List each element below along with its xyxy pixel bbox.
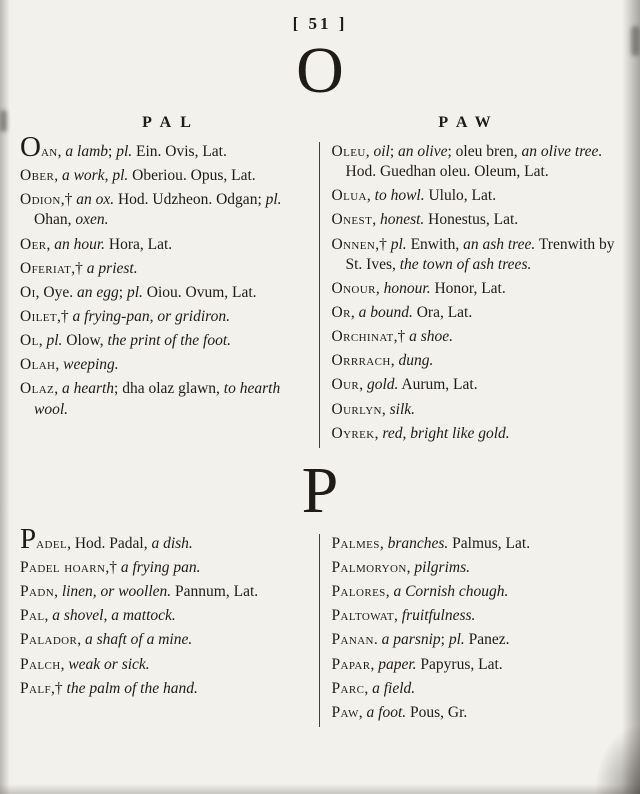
entry-text: a frying-pan, or gridiron. <box>72 307 230 325</box>
headword: Oyrek <box>331 424 375 442</box>
entry-text: pl. <box>126 283 143 301</box>
headword: Palf <box>20 679 52 697</box>
entry-text: , Hod. Padal, <box>67 534 152 552</box>
headword: Palmoryon <box>331 558 407 576</box>
dictionary-entry <box>332 375 621 395</box>
dictionary-entry <box>20 582 309 602</box>
headword: Olaz <box>20 380 55 398</box>
entry-text: an egg <box>77 283 119 301</box>
entry-text: , <box>104 167 113 185</box>
entry-text: an olive <box>398 143 448 160</box>
entry-text: a field. <box>372 679 416 697</box>
headword: Or <box>331 303 351 321</box>
dictionary-entry <box>332 630 621 650</box>
dictionary-entry <box>332 703 621 723</box>
headword: Oleu <box>331 143 366 160</box>
scan-edge-bottom <box>0 784 640 794</box>
entry-text: ,† <box>57 307 73 325</box>
entry-text: an ox. <box>76 191 115 209</box>
entry-text: Honestus, Lat. <box>424 211 519 229</box>
dictionary-entry <box>332 142 621 182</box>
entry-text: fruitfulness. <box>401 607 476 625</box>
dictionary-entry <box>332 351 621 371</box>
entry-text: ; <box>108 143 117 160</box>
entry-text: , <box>44 607 53 625</box>
entry-text: red, bright like gold. <box>382 424 510 442</box>
dictionary-entry <box>332 327 621 347</box>
drop-initial: P <box>20 522 37 555</box>
entry-text: ; oleu bren, <box>447 143 522 160</box>
entry-text: Ohan, <box>34 211 76 229</box>
entry-text: Panez. <box>464 631 510 649</box>
section-letter-o: O <box>296 34 344 107</box>
entry-text: an hour. <box>54 235 106 253</box>
entry-text: , <box>364 679 373 697</box>
dictionary-entry <box>332 582 621 602</box>
entry-text: ,† <box>51 679 67 697</box>
entry-text: Oberiou. Opus, Lat. <box>128 167 256 185</box>
entry-text: weeping. <box>63 356 119 374</box>
entry-text: Trenwith by St. Ives, <box>345 235 615 273</box>
dictionary-entry <box>332 235 621 275</box>
entry-text: , <box>381 400 390 418</box>
dictionary-entry <box>20 331 309 351</box>
entries-columns-o <box>0 131 640 448</box>
headword: Ober <box>20 167 55 185</box>
dictionary-entry <box>20 283 309 303</box>
dictionary-entry <box>332 210 621 230</box>
entry-text: Oiou. Ovum, Lat. <box>142 283 257 301</box>
dictionary-entry <box>20 235 309 255</box>
dictionary-entry <box>20 655 309 675</box>
headword: Palores <box>331 583 386 601</box>
dictionary-entry <box>20 558 309 578</box>
entry-text: silk. <box>389 400 416 418</box>
entry-text: a shovel, a mattock. <box>52 607 176 625</box>
drop-initial: O <box>20 131 41 163</box>
dictionary-entry <box>20 522 309 555</box>
entry-text: a priest. <box>86 259 138 277</box>
entry-text: , <box>375 279 384 297</box>
headword: Olah <box>20 356 56 374</box>
headword: Onest <box>331 211 373 229</box>
headword: Oi <box>20 283 36 301</box>
entry-text: a work <box>61 167 105 185</box>
section-letter-p: P <box>301 453 339 527</box>
headword: Palador <box>20 631 78 649</box>
dictionary-entry <box>20 190 309 230</box>
entry-text: to howl. <box>374 187 425 205</box>
entry-text: a foot. <box>366 703 407 721</box>
guide-word-right: PAW <box>438 114 500 131</box>
section-p <box>0 453 640 727</box>
entry-text: a bound. <box>358 303 413 321</box>
entry-text: , <box>366 187 375 205</box>
entry-text: , <box>38 332 47 350</box>
entry-text: paper. <box>378 655 417 673</box>
dictionary-entry <box>332 606 621 626</box>
dictionary-entry <box>332 186 621 206</box>
headword: Palmes <box>331 534 380 552</box>
entry-text: Ora, Lat. <box>412 303 473 321</box>
dictionary-entry <box>332 400 621 420</box>
entry-text: , <box>390 352 399 370</box>
entry-text: a hearth <box>61 380 115 398</box>
dictionary-entry <box>20 131 309 163</box>
headword: Oer <box>20 235 47 253</box>
entry-text: , <box>365 143 374 160</box>
dictionary-entry <box>332 303 621 323</box>
entry-text: , <box>55 356 64 374</box>
column-right <box>320 142 621 448</box>
headword: Paltowat <box>331 607 395 625</box>
dictionary-entry <box>332 279 621 299</box>
entry-text: gold. <box>366 376 399 394</box>
entry-text: linen, or woollen. <box>61 583 172 601</box>
scan-corner-bottom-right <box>594 724 640 794</box>
guide-word-left: PAL <box>142 114 200 131</box>
dictionary-entry <box>332 424 621 444</box>
dictionary-entry <box>332 558 621 578</box>
entry-text: Hod. Udzheon. Odgan; <box>114 191 266 209</box>
column-left <box>20 131 319 448</box>
dictionary-entry <box>20 166 309 186</box>
entry-text: , <box>60 655 69 673</box>
headword: Palch <box>20 655 61 673</box>
dictionary-entry <box>20 259 309 279</box>
page-number: [ 51 ] <box>292 14 348 33</box>
entry-text: , Oye. <box>35 283 77 301</box>
entry-text: the palm of the hand. <box>66 679 198 697</box>
dictionary-entry <box>20 679 309 699</box>
entry-text: pl. <box>265 191 282 209</box>
entry-text: ; <box>389 143 398 160</box>
dictionary-entry <box>20 307 309 327</box>
entry-text: , <box>57 143 66 160</box>
entry-text: oxen. <box>75 211 109 229</box>
headword: Ourlyn <box>331 400 382 418</box>
entry-text: , <box>370 655 379 673</box>
entry-text: ,† <box>105 558 121 576</box>
entry-text: pl. <box>448 631 465 649</box>
headword: Pal <box>20 607 45 625</box>
entry-text: , <box>394 607 402 625</box>
column-left <box>20 522 319 727</box>
entry-text: Aurum, Lat. <box>398 376 478 394</box>
entry-text: , <box>385 583 394 601</box>
entry-text: Honor, Lat. <box>430 279 506 297</box>
entry-text: . <box>373 631 382 649</box>
headword: Olua <box>331 187 367 205</box>
headword: Oferiat <box>20 259 72 277</box>
entry-text: Pannum, Lat. <box>171 583 259 601</box>
headword: Papar <box>331 655 371 673</box>
entry-text: honour. <box>383 279 431 297</box>
dictionary-entry <box>332 655 621 675</box>
headword: adel <box>36 534 68 552</box>
dictionary-entry <box>20 379 309 419</box>
entry-text: Pous, Gr. <box>406 703 468 721</box>
entry-text: oil <box>373 143 390 160</box>
dictionary-entry <box>332 679 621 699</box>
entry-text: Papyrus, Lat. <box>416 655 503 673</box>
headword: Our <box>331 376 360 394</box>
entry-text: pl. <box>116 143 133 160</box>
entry-text: ; dha olaz glawn, <box>114 380 224 398</box>
entry-text: Ein. Ovis, Lat. <box>132 143 227 160</box>
section-o <box>0 34 640 448</box>
entry-text: branches. <box>387 534 449 552</box>
headword: Orchinat <box>331 328 394 346</box>
entry-text: pl. <box>112 167 129 185</box>
entry-text: the print of the foot. <box>107 332 232 350</box>
entry-text: Hora, Lat. <box>105 235 173 253</box>
entry-text: pl. <box>390 235 407 253</box>
entry-text: , <box>77 631 86 649</box>
entry-text: , <box>372 211 380 229</box>
dictionary-entry <box>332 534 621 554</box>
entry-text: , <box>374 424 383 442</box>
entry-text: a frying pan. <box>120 558 201 576</box>
entry-text: , <box>350 303 359 321</box>
entry-text: , <box>359 376 367 394</box>
entry-text: pl. <box>46 332 63 350</box>
entry-text: , <box>54 380 62 398</box>
headword: Orrrach <box>331 352 391 370</box>
headword: Padn <box>20 583 55 601</box>
entry-text: Enwith, <box>406 235 464 253</box>
entry-text: dung. <box>398 352 434 370</box>
column-right <box>320 534 621 727</box>
entry-text: Olow, <box>62 332 108 350</box>
headword: Oilet <box>20 307 58 325</box>
entry-text: honest. <box>379 211 425 229</box>
entry-text: Palmus, Lat. <box>448 534 531 552</box>
headword: an <box>40 143 58 160</box>
entries-columns-p <box>0 522 640 727</box>
headword: Parc <box>331 679 365 697</box>
headword: Odion <box>20 191 61 209</box>
dictionary-entry <box>20 630 309 650</box>
entry-text: ,† <box>393 328 410 346</box>
entry-text: a shaft of a mine. <box>85 631 193 649</box>
headword: Onour <box>331 279 376 297</box>
entry-text: to hearth wool. <box>34 380 281 418</box>
entry-text: Ululo, Lat. <box>424 187 497 205</box>
entry-text: ,† <box>375 235 391 253</box>
entry-text: , <box>46 235 55 253</box>
entry-text: ; <box>118 283 127 301</box>
entry-text: a lamb <box>65 143 109 160</box>
guide-words <box>0 114 640 132</box>
headword: Ol <box>20 332 39 350</box>
headword: Paw <box>331 703 359 721</box>
entry-text: , <box>379 534 388 552</box>
headword: Panan <box>331 631 374 649</box>
entry-text: , <box>54 167 62 185</box>
entry-text: , <box>358 703 367 721</box>
entry-text: pilgrims. <box>414 558 470 576</box>
entry-text: a shoe. <box>409 328 453 346</box>
entry-text: an ash tree. <box>463 235 536 253</box>
entry-text: ,† <box>60 191 77 209</box>
entry-text: an olive tree. <box>521 143 603 160</box>
entry-text: weak or sick. <box>68 655 150 673</box>
entry-text: , <box>406 558 415 576</box>
dictionary-entry <box>20 355 309 375</box>
entry-text: the town of ash trees. <box>399 255 532 273</box>
entry-text: a dish. <box>151 534 193 552</box>
entry-text: a Cornish chough. <box>393 583 509 601</box>
entry-text: ,† <box>71 259 87 277</box>
entry-text: , <box>54 583 62 601</box>
dictionary-entry <box>20 606 309 626</box>
headword: Padel hoarn <box>20 558 106 576</box>
entry-text: ; <box>440 631 449 649</box>
headword: Onnen <box>331 235 376 253</box>
entry-text: Hod. Guedhan oleu. Oleum, Lat. <box>345 163 549 181</box>
entry-text: a parsnip <box>381 631 441 649</box>
